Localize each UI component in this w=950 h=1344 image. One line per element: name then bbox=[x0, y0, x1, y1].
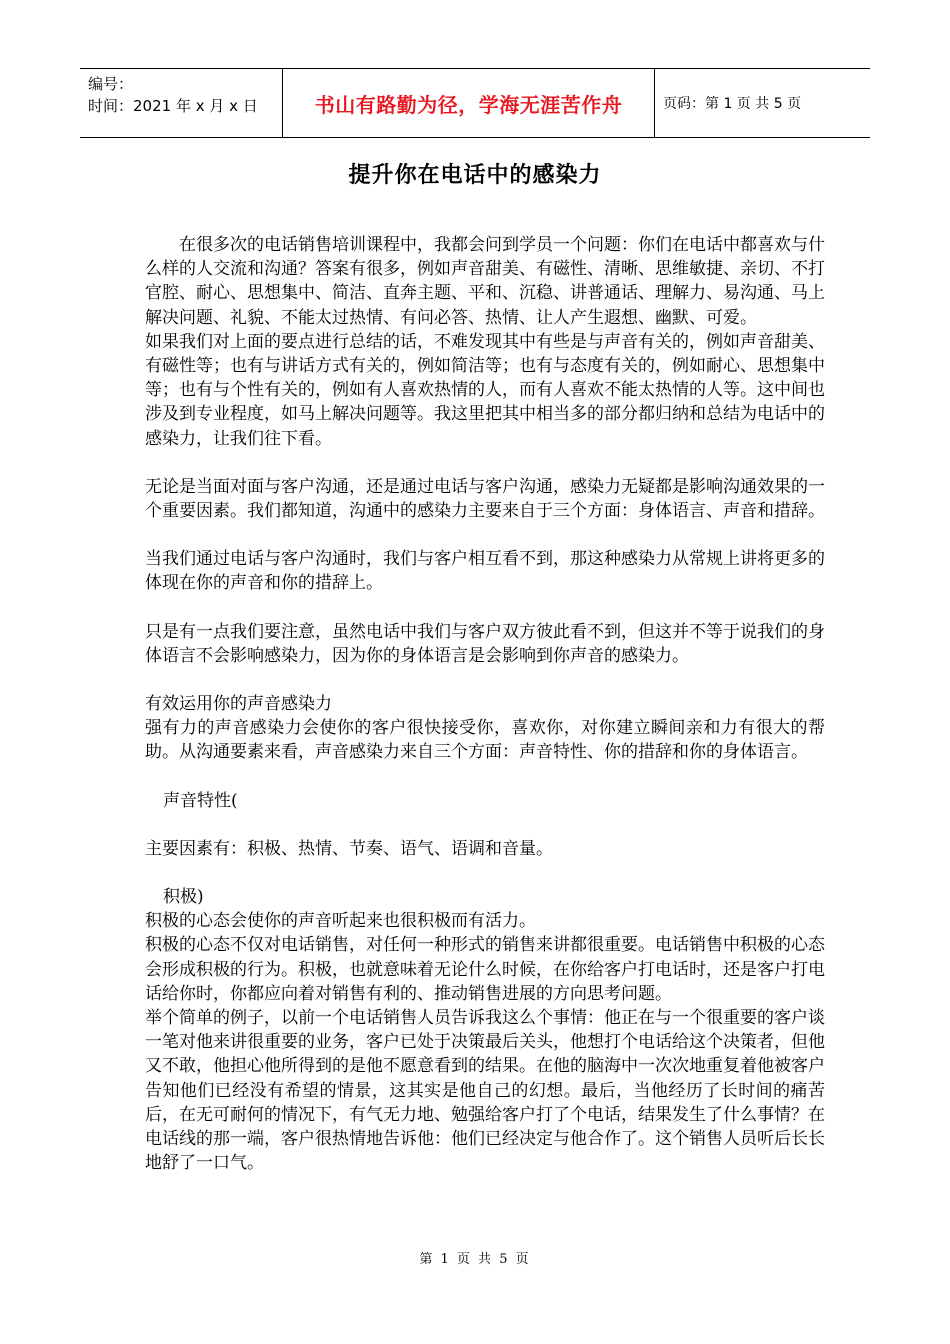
paragraph: 如果我们对上面的要点进行总结的话，不难发现其中有些是与声音有关的，例如声音甜美、有磁性等；也有与讲话方式有关的，例如简洁等；也有与态度有关的，例如耐心、思想集中等；也有与个性有关的，例如有人喜欢热情的人，而有人喜欢不能太热情的人等。这中间也涉及到专业程度，如马上解决问题等。我这里把其中相当多的部分都归纳和总结为电话中的感染力，让我们往下看。 bbox=[145, 331, 825, 449]
paragraph: 举个简单的例子，以前一个电话销售人员告诉我这么个事情：他正在与一个很重要的客户谈一笔对他来讲很重要的业务，客户已处于决策最后关头，他想打个电话给这个决策者，但他又不敢，他担心他所得到的是他不愿意看到的结果。在他的脑海中一次次地重复着他被客户告知他们已经没有希望的情景，这其实是他自己的幻想。最后，当他经历了长时间的痛苦后，在无可耐何的情况下，有气无力地、勉强给客户打了个电话，结果发生了什么事情？在电话线的那一端，客户很热情地告诉他：他们已经决定与他合作了。这个销售人员听后长长地舒了一口气。 bbox=[145, 1008, 825, 1174]
document-title: 提升你在电话中的感染力 bbox=[348, 162, 602, 188]
header-table bbox=[80, 68, 870, 138]
paragraph: 强有力的声音感染力会使你的客户很快接受你，喜欢你，对你建立瞬间亲和力有很大的帮助。从沟通要素来看，声音感染力来自三个方面：声音特性、你的措辞和你的身体语言。 bbox=[145, 718, 825, 763]
header-motto: 书山有路勤为径，学海无涯苦作舟 bbox=[282, 69, 655, 137]
header-meta bbox=[80, 69, 282, 137]
page-footer: 第 1 页 共 5 页 bbox=[419, 1252, 531, 1267]
subsection-heading: 声音特性( bbox=[163, 790, 238, 811]
paragraph: 只是有一点我们要注意，虽然电话中我们与客户双方彼此看不到，但这并不等于说我们的身体语言不会影响感染力，因为你的身体语言是会影响到你声音的感染力。 bbox=[145, 621, 825, 666]
document-body bbox=[145, 233, 825, 1176]
section-heading: 有效运用你的声音感染力 bbox=[145, 694, 332, 715]
paragraph: 主要因素有：积极、热情、节奏、语气、语调和音量。 bbox=[145, 838, 553, 859]
subsection-heading: 积极) bbox=[163, 887, 204, 908]
paragraph: 当我们通过电话与客户沟通时，我们与客户相互看不到，那这种感染力从常规上讲将更多的体现在你的声音和你的措辞上。 bbox=[145, 549, 825, 594]
document-number-label: 编号： bbox=[88, 75, 134, 93]
document-date: 时间：2021 年 x 月 x 日 bbox=[88, 97, 258, 115]
paragraph: 积极的心态会使你的声音听起来也很积极而有活力。 bbox=[145, 911, 536, 932]
paragraph: 积极的心态不仅对电话销售，对任何一种形式的销售来讲都很重要。电话销售中积极的心态会形成积极的行为。积极，也就意味着无论什么时候，在你给客户打电话时，还是客户打电话给你时，你都应向着对销售有利的、推动销售进展的方向思考问题。 bbox=[145, 935, 825, 1004]
header-page-info: 页码：第 1 页 共 5 页 bbox=[663, 96, 802, 112]
paragraph: 在很多次的电话销售培训课程中，我都会问到学员一个问题：你们在电话中都喜欢与什么样的人交流和沟通？答案有很多，例如声音甜美、有磁性、清晰、思维敏捷、亲切、不打官腔、耐心、思想集中、简洁、直奔主题、平和、沉稳、讲普通话、理解力、易沟通、马上解决问题、礼貌、不能太过热情、有问必答、热情、让人产生遐想、幽默、可爱。 bbox=[145, 235, 825, 328]
paragraph: 无论是当面对面与客户沟通，还是通过电话与客户沟通，感染力无疑都是影响沟通效果的一个重要因素。我们都知道，沟通中的感染力主要来自于三个方面：身体语言、声音和措辞。 bbox=[145, 476, 825, 522]
